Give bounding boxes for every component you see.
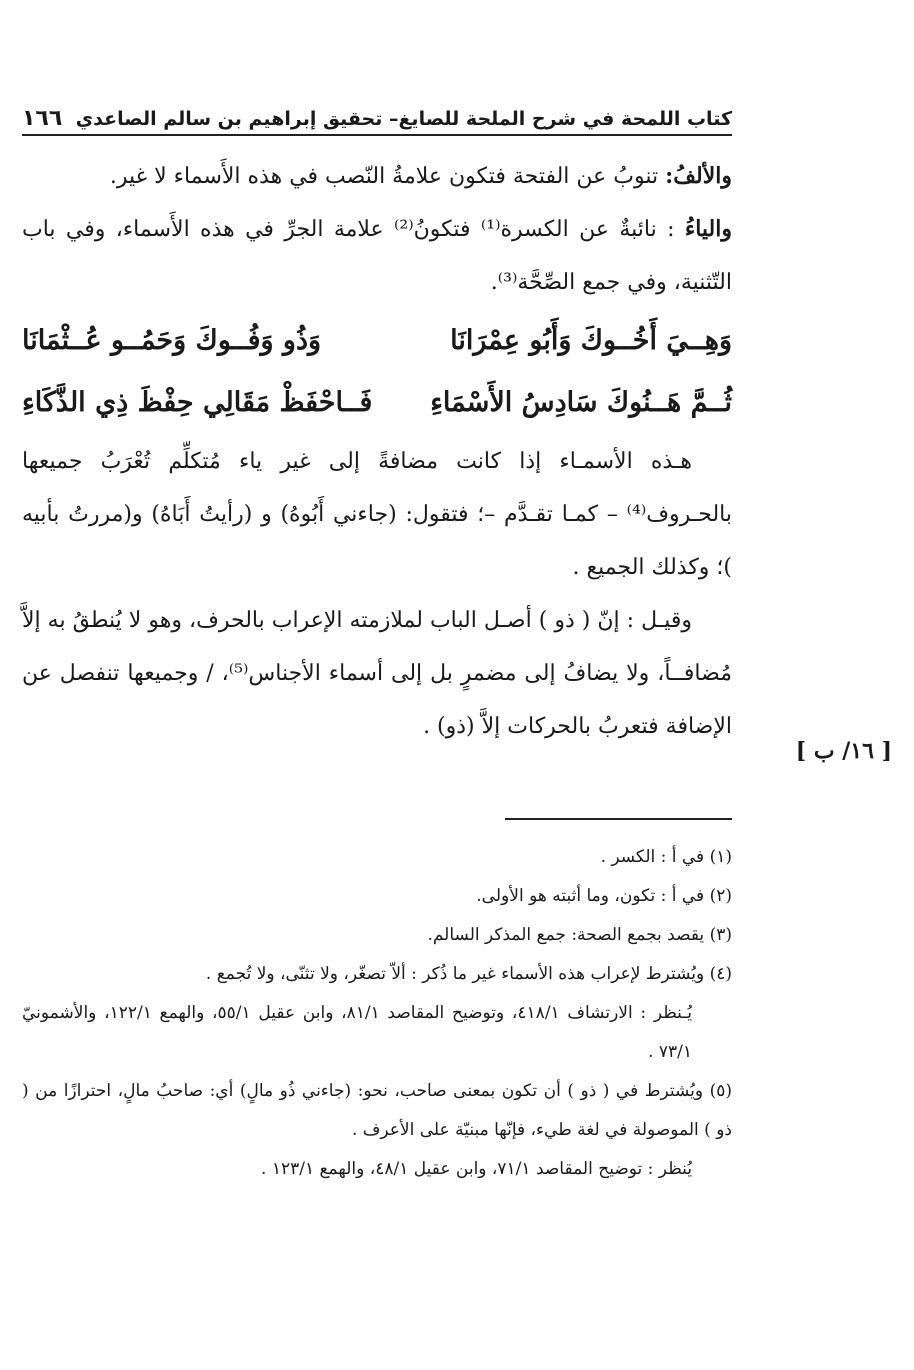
footnote-5-references: يُنظر : توضيح المقاصد ٧١/١، وابن عقيل ٤٨/١، والهمع ١٢٣/١ . xyxy=(261,1159,692,1179)
footnote-4-references: يُـنظر : الارتشاف ٤١٨/١، وتوضيح المقاصد ٨١/١، وابن عقيل ٥٥/١، والهمع ١٢٢/١، والأشمونيّ ٧٣/١ . xyxy=(22,1003,692,1062)
paragraph-alif xyxy=(22,150,732,203)
paragraph-dhu: وقيـل : إنّ ( ذو ) أصـل الباب لملازمته الإعراب بالحرف، وهو لا يُنطقُ به إلاَّ مُضافــاً، ولا يضافُ إلى مضمرٍ بل إلى أسماء الأجناس⁽⁵⁾، / وجميعها تنفصل عن الإضافة فتعربُ بالحركات إلاَّ (ذو) . xyxy=(22,608,732,739)
footnote-4: (٤) ويُشترط لإعراب هذه الأسماء غير ما ذُكر : ألاّ تصغّر، ولا تثنّى، ولا تُجمع . xyxy=(205,964,732,984)
paragraph-alif-text: تنوبُ عن الفتحة فتكون علامةُ النّصب في هذه الأَسماء لا غير. xyxy=(109,164,666,189)
verse-line-2 xyxy=(22,373,732,433)
folio-margin-note: [ ١٦/ ب ] xyxy=(795,738,892,764)
verse-1-first-hemistich: وَهِــيَ أَخُــوكَ وَأَبُو عِمْرَانَا xyxy=(450,325,732,356)
paragraph-ya-text: : نائبةٌ عن الكسرة⁽¹⁾ فتكونُ⁽²⁾ علامة الجرِّ في هذه الأَسماء، وفي باب التّثنية، وفي جمع الصِّحَّة⁽³⁾. xyxy=(22,217,732,295)
paragraph-ya xyxy=(22,203,732,309)
term-alif: والألفُ: xyxy=(665,163,732,189)
paragraph-explanation: هـذه الأسمـاء إذا كانت مضافةً إلى غير ياء مُتكلِّم تُعْرَبُ جميعها بالحـروف⁽⁴⁾ – كمـا تقـدَّم –؛ فتقول: (جاءني أَبُوهُ) و (رأيتُ أَبَاهُ) و(مررتُ بأبيه )؛ وكذلك الجميع . xyxy=(22,449,732,580)
footnote-5: (٥) ويُشترط في ( ذو ) أن تكون بمعنى صاحب، نحو: (جاءني ذُو مالٍ) أي: صاحبُ مالٍ، احترازًا من ( ذو ) الموصولة في لغة طيء، فإنّها مبنيّة على الأعرف . xyxy=(22,1081,732,1140)
verse-2-first-hemistich: ثُــمَّ هَــنُوكَ سَادِسُ الأَسْمَاءِ xyxy=(430,387,732,418)
footnote-divider xyxy=(505,818,732,820)
footnote-1: (١) في أ : الكسر . xyxy=(600,847,732,867)
verse-1-second-hemistich: وَذُو وَفُــوكَ وَحَمُــو عُــثْمَانَا xyxy=(22,325,322,356)
verse-2-second-hemistich: فَــاحْفَظْ مَقَالِي حِفْظَ ذِي الذَّكَاءِ xyxy=(22,387,373,418)
term-ya: والياءُ xyxy=(684,216,732,242)
running-header xyxy=(22,96,732,136)
main-text xyxy=(22,150,732,753)
footnote-3: (٣) يقصد بجمع الصحة: جمع المذكر السالم. xyxy=(427,925,732,945)
page-number: ١٦٦ xyxy=(22,106,63,131)
header-title: كتاب اللمحة في شرح الملحة للصايغ– تحقيق إبراهيم بن سالم الصاعدي xyxy=(75,108,732,130)
footnotes xyxy=(22,838,732,1189)
verse-line-1 xyxy=(22,311,732,371)
footnote-2: (٢) في أ : تكون، وما أثبته هو الأولى. xyxy=(476,886,732,906)
